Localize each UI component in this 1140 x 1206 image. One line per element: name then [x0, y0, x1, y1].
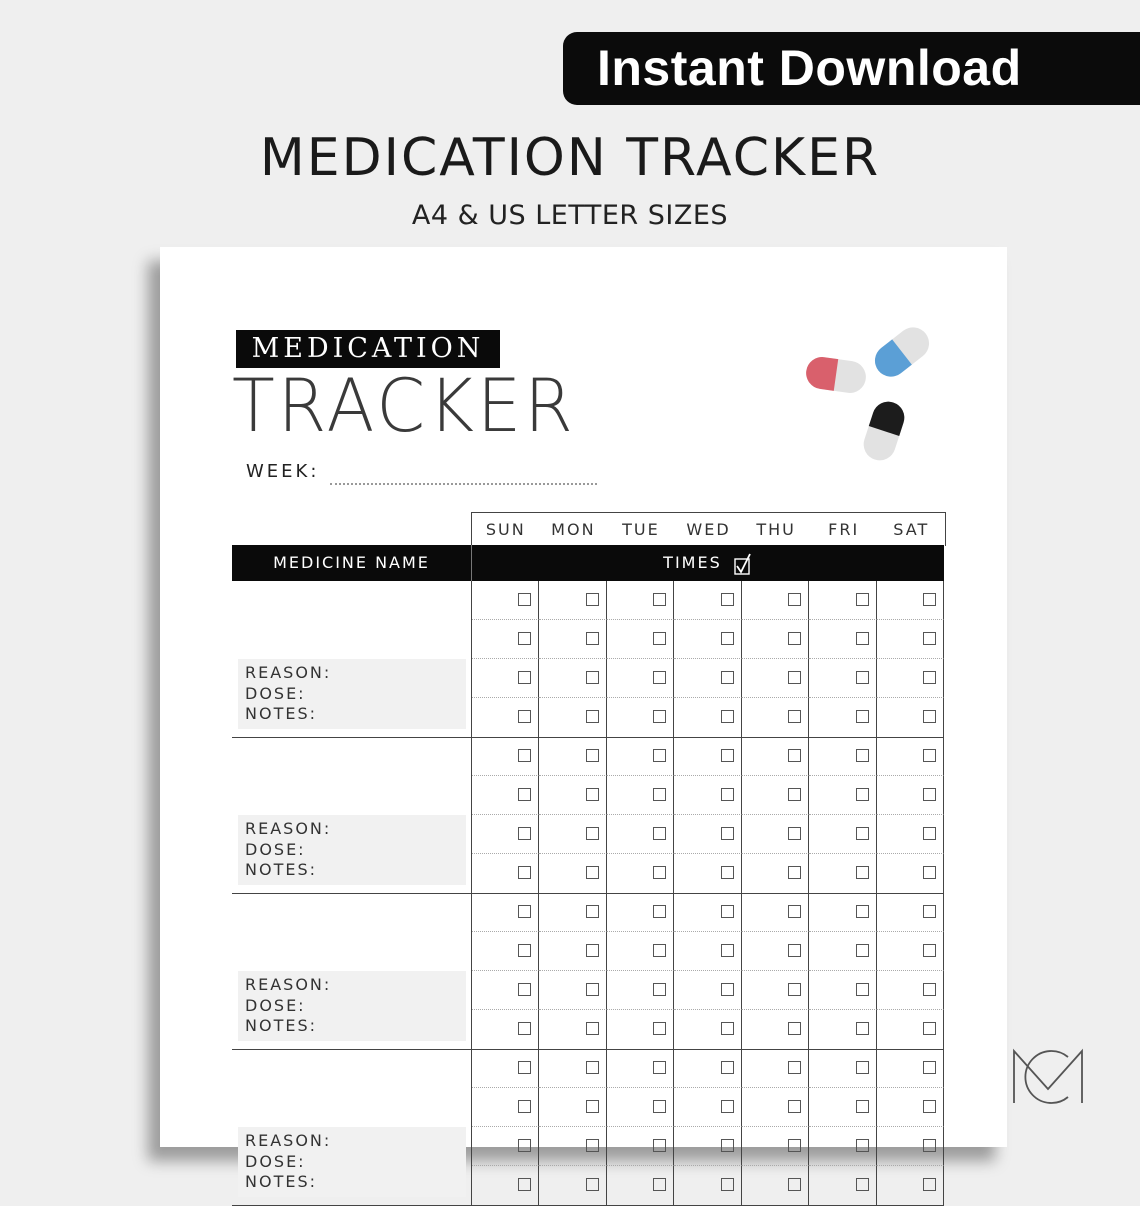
dose-cell — [742, 1127, 809, 1166]
dose-checkbox[interactable] — [923, 1100, 936, 1113]
dose-cell — [472, 659, 539, 698]
day-mon: MON — [551, 520, 596, 539]
dose-cell — [877, 932, 944, 971]
dose-checkbox[interactable] — [856, 905, 869, 918]
dose-cell — [472, 1049, 539, 1088]
dose-cell — [674, 737, 741, 776]
dose-checkbox[interactable] — [721, 1061, 734, 1074]
dose-checkbox[interactable] — [653, 1100, 666, 1113]
dose-cell — [809, 1166, 876, 1205]
dose-cell — [809, 1088, 876, 1127]
medication-block — [232, 893, 944, 1050]
red-pill-icon — [804, 355, 868, 395]
dose-checkbox[interactable] — [518, 905, 531, 918]
medicine-name-header: MEDICINE NAME — [273, 553, 430, 572]
dose-checkbox[interactable] — [856, 827, 869, 840]
dose-cell — [607, 581, 674, 620]
week-label: WEEK: — [246, 461, 320, 482]
dose-cell — [472, 776, 539, 815]
day-tue: TUE — [622, 520, 660, 539]
dose-cell — [607, 1049, 674, 1088]
reason-label: REASON: — [245, 663, 332, 682]
dose-checkbox[interactable] — [586, 827, 599, 840]
dose-cell — [472, 1166, 539, 1205]
dose-checkbox[interactable] — [721, 1139, 734, 1152]
dose-cell — [607, 932, 674, 971]
medicine-name-cell[interactable] — [232, 737, 472, 893]
dose-checkbox[interactable] — [923, 671, 936, 684]
dose-checkbox[interactable] — [923, 905, 936, 918]
dose-checkbox[interactable] — [721, 827, 734, 840]
dose-checkbox[interactable] — [856, 749, 869, 762]
dose-checkbox[interactable] — [653, 1061, 666, 1074]
dose-cell — [742, 581, 809, 620]
dose-checkbox[interactable] — [721, 710, 734, 723]
dose-checkbox[interactable] — [721, 671, 734, 684]
dose-cell — [539, 1088, 606, 1127]
dose-checkbox[interactable] — [653, 944, 666, 957]
dose-cell — [674, 698, 741, 737]
dose-cell — [742, 737, 809, 776]
dose-cell — [809, 581, 876, 620]
dose-cell — [877, 1088, 944, 1127]
dose-label: DOSE: — [245, 683, 306, 703]
dose-cell — [674, 815, 741, 854]
dose-checkbox[interactable] — [923, 788, 936, 801]
dose-checkbox[interactable] — [788, 671, 801, 684]
dose-checkbox[interactable] — [856, 710, 869, 723]
dose-cell — [539, 698, 606, 737]
dose-cell — [809, 776, 876, 815]
notes-label: NOTES: — [245, 1016, 317, 1035]
dose-checkbox[interactable] — [788, 905, 801, 918]
dose-checkbox[interactable] — [653, 1022, 666, 1035]
dose-checkbox[interactable] — [653, 827, 666, 840]
dose-cell — [742, 1166, 809, 1205]
dose-checkbox-grid — [472, 581, 944, 737]
dose-checkbox[interactable] — [721, 983, 734, 996]
pills-illustration — [796, 325, 936, 465]
dose-checkbox[interactable] — [923, 593, 936, 606]
day-thu: THU — [756, 520, 796, 539]
dose-cell — [877, 971, 944, 1010]
dose-checkbox[interactable] — [653, 905, 666, 918]
dose-checkbox[interactable] — [788, 593, 801, 606]
dose-checkbox[interactable] — [788, 1061, 801, 1074]
dose-checkbox[interactable] — [721, 593, 734, 606]
dose-cell — [674, 971, 741, 1010]
dose-cell — [607, 659, 674, 698]
dose-checkbox[interactable] — [518, 1178, 531, 1191]
dose-cell — [809, 1010, 876, 1049]
dose-checkbox[interactable] — [856, 1061, 869, 1074]
dose-checkbox[interactable] — [923, 1061, 936, 1074]
dose-checkbox[interactable] — [856, 866, 869, 879]
dose-checkbox[interactable] — [923, 1178, 936, 1191]
dose-cell — [607, 893, 674, 932]
dose-checkbox[interactable] — [721, 866, 734, 879]
dose-checkbox[interactable] — [721, 944, 734, 957]
dose-cell — [539, 737, 606, 776]
weekday-header — [471, 512, 946, 546]
day-sat: SAT — [893, 520, 930, 539]
dose-cell — [674, 776, 741, 815]
dose-cell — [674, 1088, 741, 1127]
dose-cell — [607, 1088, 674, 1127]
dose-cell — [877, 659, 944, 698]
dose-checkbox[interactable] — [518, 788, 531, 801]
dose-checkbox[interactable] — [788, 710, 801, 723]
dose-cell — [674, 932, 741, 971]
dose-checkbox[interactable] — [856, 1139, 869, 1152]
dose-checkbox[interactable] — [518, 671, 531, 684]
dose-cell — [809, 893, 876, 932]
dose-checkbox[interactable] — [586, 1022, 599, 1035]
dose-checkbox[interactable] — [586, 632, 599, 645]
dose-checkbox[interactable] — [653, 671, 666, 684]
dose-checkbox[interactable] — [586, 983, 599, 996]
dose-checkbox[interactable] — [721, 788, 734, 801]
dose-label: DOSE: — [245, 995, 306, 1015]
dose-cell — [742, 854, 809, 893]
dose-checkbox-grid — [472, 737, 944, 893]
notes-label: NOTES: — [245, 1172, 317, 1191]
dose-cell — [607, 698, 674, 737]
dose-cell — [607, 620, 674, 659]
dose-cell — [472, 815, 539, 854]
dose-checkbox[interactable] — [586, 1178, 599, 1191]
dose-cell — [877, 776, 944, 815]
dose-checkbox[interactable] — [788, 788, 801, 801]
times-header — [472, 545, 944, 581]
dose-cell — [809, 815, 876, 854]
dose-checkbox[interactable] — [721, 905, 734, 918]
brand-monogram-logo — [1010, 1045, 1086, 1107]
dose-cell — [539, 620, 606, 659]
dose-cell — [809, 971, 876, 1010]
dose-checkbox[interactable] — [856, 1100, 869, 1113]
sheet-heading: TRACKER — [232, 362, 576, 450]
dose-checkbox[interactable] — [923, 710, 936, 723]
dose-checkbox[interactable] — [518, 593, 531, 606]
reason-label: REASON: — [245, 819, 332, 838]
dose-checkbox[interactable] — [856, 788, 869, 801]
dose-cell — [877, 1049, 944, 1088]
dose-checkbox[interactable] — [721, 632, 734, 645]
reason-label: REASON: — [245, 975, 332, 994]
dose-checkbox[interactable] — [788, 749, 801, 762]
dose-checkbox-grid — [472, 893, 944, 1049]
dose-checkbox[interactable] — [518, 983, 531, 996]
dose-cell — [472, 620, 539, 659]
dose-checkbox[interactable] — [653, 593, 666, 606]
dose-cell — [877, 893, 944, 932]
dose-cell — [742, 1049, 809, 1088]
dose-cell — [674, 1010, 741, 1049]
dose-checkbox[interactable] — [518, 1061, 531, 1074]
dose-checkbox[interactable] — [788, 632, 801, 645]
dose-cell — [472, 971, 539, 1010]
dose-checkbox[interactable] — [721, 1022, 734, 1035]
medicine-info-box — [238, 1127, 466, 1197]
dose-checkbox[interactable] — [586, 710, 599, 723]
dose-cell — [742, 776, 809, 815]
tracker-sheet — [160, 247, 1007, 1191]
medication-block — [232, 581, 944, 738]
dose-cell — [742, 659, 809, 698]
dose-cell — [809, 659, 876, 698]
dose-cell — [877, 737, 944, 776]
dose-cell — [742, 698, 809, 737]
dose-cell — [742, 932, 809, 971]
dose-checkbox[interactable] — [788, 1139, 801, 1152]
dose-cell — [674, 1049, 741, 1088]
dose-label: DOSE: — [245, 1151, 306, 1171]
dose-cell — [809, 932, 876, 971]
dose-cell — [877, 620, 944, 659]
dose-cell — [674, 1127, 741, 1166]
dose-cell — [539, 1049, 606, 1088]
dose-checkbox[interactable] — [923, 866, 936, 879]
dose-cell — [877, 815, 944, 854]
dose-cell — [877, 698, 944, 737]
day-fri: FRI — [828, 520, 860, 539]
dose-cell — [809, 1127, 876, 1166]
dose-cell — [809, 620, 876, 659]
day-sun: SUN — [485, 520, 526, 539]
dose-cell — [607, 815, 674, 854]
dose-cell — [539, 971, 606, 1010]
dose-cell — [877, 854, 944, 893]
dose-checkbox[interactable] — [856, 983, 869, 996]
dose-cell — [607, 1127, 674, 1166]
dose-cell — [742, 1088, 809, 1127]
dose-checkbox[interactable] — [856, 1178, 869, 1191]
dose-checkbox[interactable] — [518, 632, 531, 645]
dose-checkbox-grid — [472, 1049, 944, 1205]
dose-checkbox[interactable] — [518, 1022, 531, 1035]
dose-checkbox[interactable] — [653, 632, 666, 645]
notes-label: NOTES: — [245, 704, 317, 723]
dose-checkbox[interactable] — [586, 749, 599, 762]
dose-checkbox[interactable] — [721, 1100, 734, 1113]
dose-cell — [539, 1010, 606, 1049]
dose-checkbox[interactable] — [788, 866, 801, 879]
dose-checkbox[interactable] — [653, 788, 666, 801]
dose-cell — [742, 971, 809, 1010]
dose-cell — [877, 581, 944, 620]
dose-checkbox[interactable] — [653, 866, 666, 879]
instant-download-banner: Instant Download — [563, 32, 1140, 105]
dose-cell — [539, 1127, 606, 1166]
dose-cell — [674, 659, 741, 698]
dose-cell — [809, 854, 876, 893]
dose-checkbox[interactable] — [653, 1178, 666, 1191]
dose-checkbox[interactable] — [653, 749, 666, 762]
dose-checkbox[interactable] — [653, 710, 666, 723]
dose-checkbox[interactable] — [653, 1139, 666, 1152]
dose-checkbox[interactable] — [923, 827, 936, 840]
blue-pill-icon — [869, 325, 936, 383]
dose-checkbox[interactable] — [923, 1139, 936, 1152]
dose-cell — [472, 854, 539, 893]
dose-cell — [472, 1088, 539, 1127]
dose-cell — [472, 1127, 539, 1166]
dose-cell — [472, 893, 539, 932]
dose-cell — [809, 698, 876, 737]
dose-cell — [472, 1010, 539, 1049]
dose-cell — [539, 776, 606, 815]
dose-checkbox[interactable] — [856, 593, 869, 606]
dose-cell — [539, 815, 606, 854]
dose-cell — [877, 1166, 944, 1205]
dose-checkbox[interactable] — [856, 632, 869, 645]
dose-cell — [472, 737, 539, 776]
dose-checkbox[interactable] — [518, 944, 531, 957]
dose-cell — [607, 776, 674, 815]
dose-checkbox[interactable] — [788, 827, 801, 840]
dose-checkbox[interactable] — [586, 1139, 599, 1152]
dose-cell — [539, 854, 606, 893]
dose-cell — [809, 737, 876, 776]
medicine-info-box — [238, 971, 466, 1041]
dose-checkbox[interactable] — [518, 710, 531, 723]
dose-checkbox[interactable] — [856, 671, 869, 684]
day-wed: WED — [686, 520, 731, 539]
product-subtitle: A4 & US LETTER SIZES — [411, 200, 729, 231]
dose-cell — [742, 815, 809, 854]
medicine-info-box — [238, 815, 466, 885]
dose-cell — [607, 1166, 674, 1205]
dose-cell — [809, 1049, 876, 1088]
dose-cell — [539, 893, 606, 932]
times-label: TIMES — [663, 553, 722, 572]
product-title: MEDICATION TRACKER — [259, 128, 881, 188]
black-pill-icon — [860, 398, 909, 465]
dose-checkbox[interactable] — [923, 749, 936, 762]
dose-cell — [472, 581, 539, 620]
dose-cell — [607, 971, 674, 1010]
dose-checkbox[interactable] — [518, 827, 531, 840]
dose-checkbox[interactable] — [586, 671, 599, 684]
dose-cell — [742, 620, 809, 659]
dose-cell — [539, 659, 606, 698]
dose-checkbox[interactable] — [586, 866, 599, 879]
dose-checkbox[interactable] — [721, 1178, 734, 1191]
medicine-name-cell[interactable] — [232, 581, 472, 737]
dose-cell — [472, 932, 539, 971]
dose-label: DOSE: — [245, 839, 306, 859]
table-header — [232, 545, 944, 581]
dose-cell — [877, 1127, 944, 1166]
dose-cell — [674, 581, 741, 620]
dose-checkbox[interactable] — [788, 1100, 801, 1113]
dose-checkbox[interactable] — [586, 1100, 599, 1113]
dose-checkbox[interactable] — [923, 983, 936, 996]
notes-label: NOTES: — [245, 860, 317, 879]
dose-checkbox[interactable] — [788, 1178, 801, 1191]
sheet-tag: MEDICATION — [236, 330, 500, 368]
dose-checkbox[interactable] — [923, 944, 936, 957]
dose-checkbox[interactable] — [586, 905, 599, 918]
dose-checkbox[interactable] — [923, 1022, 936, 1035]
medicine-name-cell[interactable] — [232, 1049, 472, 1205]
dose-checkbox[interactable] — [923, 632, 936, 645]
medication-block — [232, 1049, 944, 1206]
week-line[interactable] — [330, 483, 597, 485]
dose-checkbox[interactable] — [653, 983, 666, 996]
medication-block — [232, 737, 944, 894]
dose-checkbox[interactable] — [518, 1100, 531, 1113]
dose-checkbox[interactable] — [586, 593, 599, 606]
dose-checkbox[interactable] — [788, 944, 801, 957]
dose-cell — [877, 1010, 944, 1049]
dose-cell — [539, 581, 606, 620]
dose-cell — [607, 1010, 674, 1049]
dose-cell — [742, 893, 809, 932]
dose-checkbox[interactable] — [856, 1022, 869, 1035]
reason-label: REASON: — [245, 1131, 332, 1150]
dose-cell — [742, 1010, 809, 1049]
dose-checkbox[interactable] — [518, 866, 531, 879]
dose-checkbox[interactable] — [788, 1022, 801, 1035]
dose-checkbox[interactable] — [586, 944, 599, 957]
dose-cell — [539, 932, 606, 971]
dose-cell — [539, 1166, 606, 1205]
dose-checkbox[interactable] — [586, 1061, 599, 1074]
medicine-name-cell[interactable] — [232, 893, 472, 1049]
dose-checkbox[interactable] — [518, 749, 531, 762]
dose-checkbox[interactable] — [721, 749, 734, 762]
dose-cell — [674, 854, 741, 893]
dose-cell — [607, 737, 674, 776]
dose-cell — [674, 893, 741, 932]
dose-cell — [607, 854, 674, 893]
dose-checkbox[interactable] — [856, 944, 869, 957]
checkmark-icon — [733, 552, 753, 576]
dose-cell — [674, 620, 741, 659]
dose-checkbox[interactable] — [518, 1139, 531, 1152]
dose-cell — [674, 1166, 741, 1205]
medicine-info-box — [238, 659, 466, 729]
dose-checkbox[interactable] — [788, 983, 801, 996]
dose-cell — [472, 698, 539, 737]
dose-checkbox[interactable] — [586, 788, 599, 801]
